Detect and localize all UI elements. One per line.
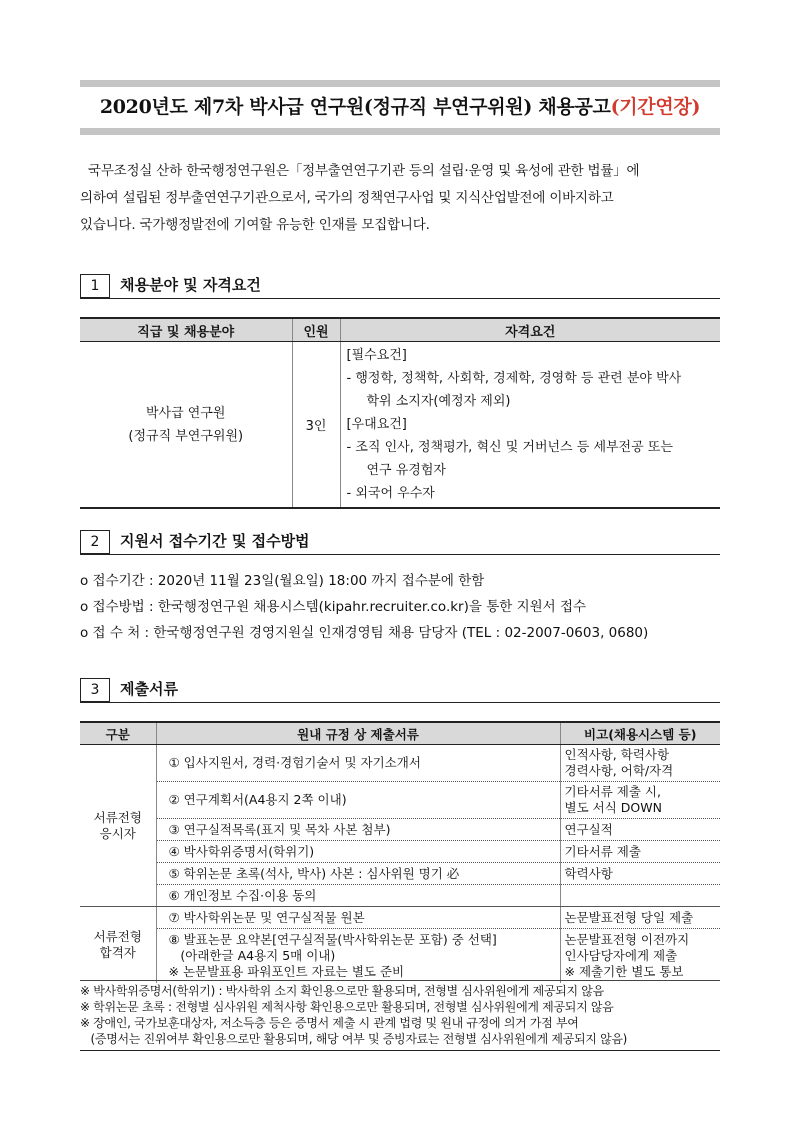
- table-header-row: [80, 722, 720, 745]
- application-method: o 접수방법 : 한국행정연구원 채용시스템(kipahr.recruiter.co.kr)을 통한 지원서 접수: [80, 599, 587, 615]
- position-type: (정규직 부연구위원): [128, 428, 244, 444]
- note-line: ※ 학위논문 초록 : 전형별 심사위원 제척사항 확인용으로만 활용되며, 전형별 심사위원에게 제공되지 않음: [80, 1000, 614, 1014]
- table-row: [80, 907, 720, 929]
- document-note: 학력사항: [560, 863, 720, 885]
- intro-line: 국무조정실 산하 한국행정연구원은「정부출연연구기관 등의 설립·운영 및 육성에 관한 법률」에: [88, 163, 640, 179]
- column-header: 비고(채용시스템 등): [560, 722, 720, 745]
- section-2-title: 지원서 접수기간 및 접수방법: [120, 532, 310, 550]
- document-name: ⑥ 개인정보 수집·이용 동의: [156, 885, 560, 907]
- application-info-list: [80, 568, 720, 646]
- title-highlight: (기간연장): [610, 96, 701, 118]
- application-period: o 접수기간 : 2020년 11월 23일(월요일) 18:00 까지 접수분에 한함: [80, 573, 485, 589]
- preferred-item: - 외국어 우수자: [346, 486, 435, 501]
- title-bottom-bar: [80, 128, 720, 135]
- application-contact: o 접 수 처 : 한국행정연구원 경영지원실 인재경영팀 채용 담당자 (TEL : 02-2007-0603, 0680): [80, 625, 649, 641]
- document-note: 논문발표전형 당일 제출: [560, 907, 720, 929]
- document-note: 기타서류 제출 시, 별도 서식 DOWN: [560, 782, 720, 819]
- column-header: 직급 및 채용분야: [80, 318, 292, 342]
- column-header: 인원: [292, 318, 340, 342]
- document-note: 연구실적: [560, 819, 720, 841]
- section-1-title: 채용분야 및 자격요건: [120, 276, 261, 294]
- column-header: 원내 규정 상 제출서류: [156, 722, 560, 745]
- column-header: 구분: [80, 722, 156, 745]
- table-row: [80, 782, 720, 819]
- group-passers: 서류전형 합격자: [80, 907, 156, 984]
- title-top-bar: [80, 80, 720, 87]
- preferred-item-cont: 연구 유경험자: [366, 463, 446, 478]
- document-note: [560, 885, 720, 907]
- page-title: [80, 90, 720, 124]
- table-header-row: [80, 318, 720, 342]
- section-3-title: 제출서류: [120, 680, 178, 698]
- table-row: [80, 885, 720, 907]
- required-label: [필수요건]: [346, 348, 407, 363]
- table-row: [80, 342, 720, 509]
- document-note: 인적사항, 학력사항 경력사항, 어학/자격: [560, 745, 720, 782]
- position-name: 박사급 연구원: [146, 405, 226, 421]
- qualification-table: [80, 317, 720, 509]
- note-line: ※ 박사학위증명서(학위기) : 박사학위 소지 확인용으로만 활용되며, 전형별 심사위원에게 제공되지 않음: [80, 984, 604, 998]
- document-name: ⑦ 박사학위논문 및 연구실적물 원본: [156, 907, 560, 929]
- document-name: ⑧ 발표논문 요약본[연구실적물(박사학위논문 포함) 중 선택] (아래한글 A4용지 5매 이내) ※ 논문발표용 파워포인트 자료는 별도 준비: [156, 929, 560, 984]
- intro-line: 의하여 설립된 정부출연연구기관으로서, 국가의 정책연구사업 및 지식산업발전에 이바지하고: [80, 190, 614, 206]
- requirements-cell: [340, 342, 720, 509]
- table-row: [80, 819, 720, 841]
- column-header: 자격요건: [340, 318, 720, 342]
- section-1-heading: [80, 274, 720, 299]
- intro-paragraph: [80, 158, 720, 239]
- headcount-cell: 3인: [292, 342, 340, 509]
- title-main: 2020년도 제7차 박사급 연구원(정규직 부연구위원) 채용공고: [99, 96, 611, 118]
- document-notes: [80, 980, 720, 1051]
- document-note: 논문발표전형 이전까지 인사담당자에게 제출 ※ 제출기한 별도 통보: [564, 932, 690, 979]
- table-row: [80, 863, 720, 885]
- note-line: (증명서는 진위여부 확인용으로만 활용되며, 해당 여부 및 증빙자료는 전형별 심사위원에게 제공되지 않음): [80, 1032, 628, 1046]
- section-2-heading: [80, 530, 720, 555]
- document-name: ② 연구계획서(A4용지 2쪽 이내): [156, 782, 560, 819]
- required-item: - 행정학, 정책학, 사회학, 경제학, 경영학 등 관련 분야 박사: [346, 371, 682, 386]
- preferred-item: - 조직 인사, 정책평가, 혁신 및 거버넌스 등 세부전공 또는: [346, 440, 673, 455]
- section-1-number: 1: [80, 274, 110, 298]
- intro-line: 있습니다. 국가행정발전에 기여할 유능한 인재를 모집합니다.: [80, 217, 430, 233]
- table-row: [80, 929, 720, 984]
- document-name: ⑤ 학위논문 초록(석사, 박사) 사본 : 심사위원 명기 必: [156, 863, 560, 885]
- group-applicants: 서류전형 응시자: [80, 745, 156, 907]
- table-row: [80, 841, 720, 863]
- required-item-cont: 학위 소지자(예정자 제외): [366, 394, 511, 409]
- section-3-heading: [80, 678, 720, 703]
- document-name: ① 입사지원서, 경력·경험기술서 및 자기소개서: [156, 745, 560, 782]
- section-2-number: 2: [80, 530, 110, 554]
- section-3-number: 3: [80, 678, 110, 702]
- document-note: 기타서류 제출: [560, 841, 720, 863]
- document-name: ④ 박사학위증명서(학위기): [156, 841, 560, 863]
- document-name: ③ 연구실적목록(표지 및 목차 사본 첨부): [156, 819, 560, 841]
- documents-table: [80, 721, 720, 983]
- table-row: [80, 745, 720, 782]
- preferred-label: [우대요건]: [346, 417, 407, 432]
- note-line: ※ 장애인, 국가보훈대상자, 저소득층 등은 증명서 제출 시 관계 법령 및 원내 규정에 의거 가점 부여: [80, 1016, 579, 1030]
- position-cell: [80, 342, 292, 509]
